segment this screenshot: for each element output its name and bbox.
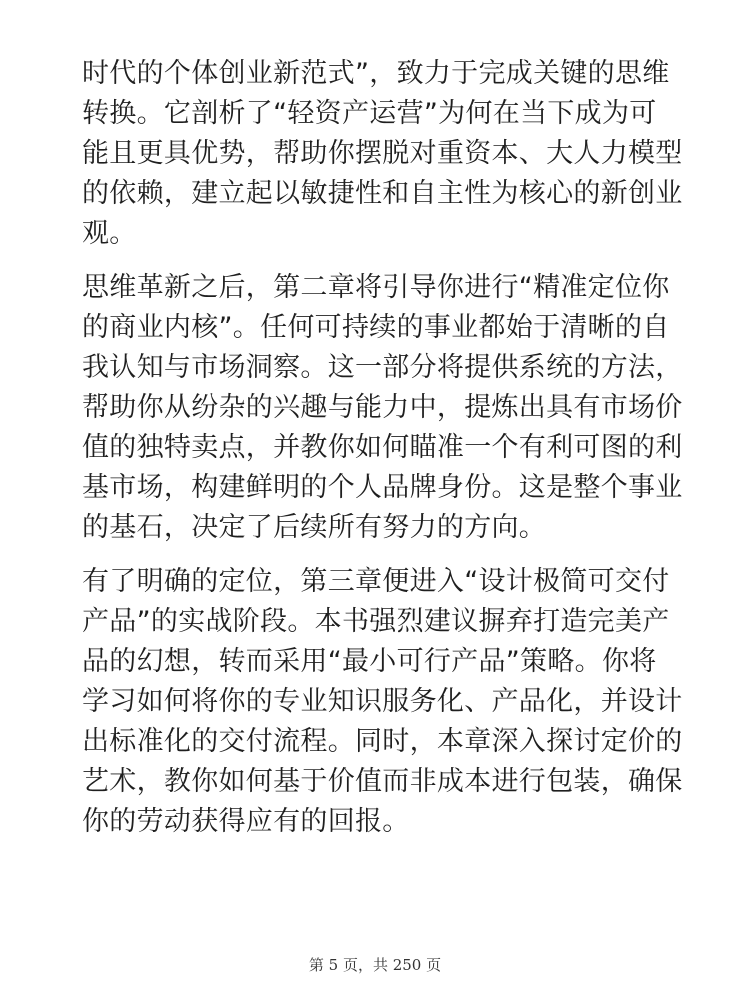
paragraph-1 xyxy=(82,54,702,254)
paragraph-3 xyxy=(82,562,702,842)
text-line: 的基石，决定了后续所有努力的方向。 xyxy=(82,512,547,543)
text-line: 品的幻想，转而采用“最小可行产品”策略。你将 xyxy=(82,646,657,677)
text-line: 能且更具优势，帮助你摆脱对重资本、大人力模型 xyxy=(82,138,683,169)
text-line: 帮助你从纷杂的兴趣与能力中，提炼出具有市场价 xyxy=(82,392,683,423)
text-line: 艺术，教你如何基于价值而非成本进行包装，确保 xyxy=(82,766,683,797)
text-line: 你的劳动获得应有的回报。 xyxy=(82,806,410,837)
text-line: 基市场，构建鲜明的个人品牌身份。这是整个事业 xyxy=(82,472,683,503)
text-line: 产品”的实战阶段。本书强烈建议摒弃打造完美产 xyxy=(82,606,670,637)
text-line: 出标准化的交付流程。同时，本章深入探讨定价的 xyxy=(82,726,683,757)
text-line: 转换。它剖析了“轻资产运营”为何在当下成为可 xyxy=(82,98,657,129)
text-line: 有了明确的定位，第三章便进入“设计极简可交付 xyxy=(82,566,670,597)
text-line: 时代的个体创业新范式”，致力于完成关键的思维 xyxy=(82,58,670,89)
text-line: 观。 xyxy=(82,218,137,249)
text-line: 的商业内核”。任何可持续的事业都始于清晰的自 xyxy=(82,312,670,343)
text-line: 的依赖，建立起以敏捷性和自主性为核心的新创业 xyxy=(82,178,683,209)
paragraph-2 xyxy=(82,268,702,548)
text-line: 值的独特卖点，并教你如何瞄准一个有利可图的利 xyxy=(82,432,683,463)
body-text xyxy=(82,54,702,856)
text-line: 学习如何将你的专业知识服务化、产品化，并设计 xyxy=(82,686,683,717)
text-line: 我认知与市场洞察。这一部分将提供系统的方法， xyxy=(82,352,683,383)
page-number-footer: 第 5 页，共 250 页 xyxy=(308,956,442,974)
text-line: 思维革新之后，第二章将引导你进行“精准定位你 xyxy=(82,272,670,303)
